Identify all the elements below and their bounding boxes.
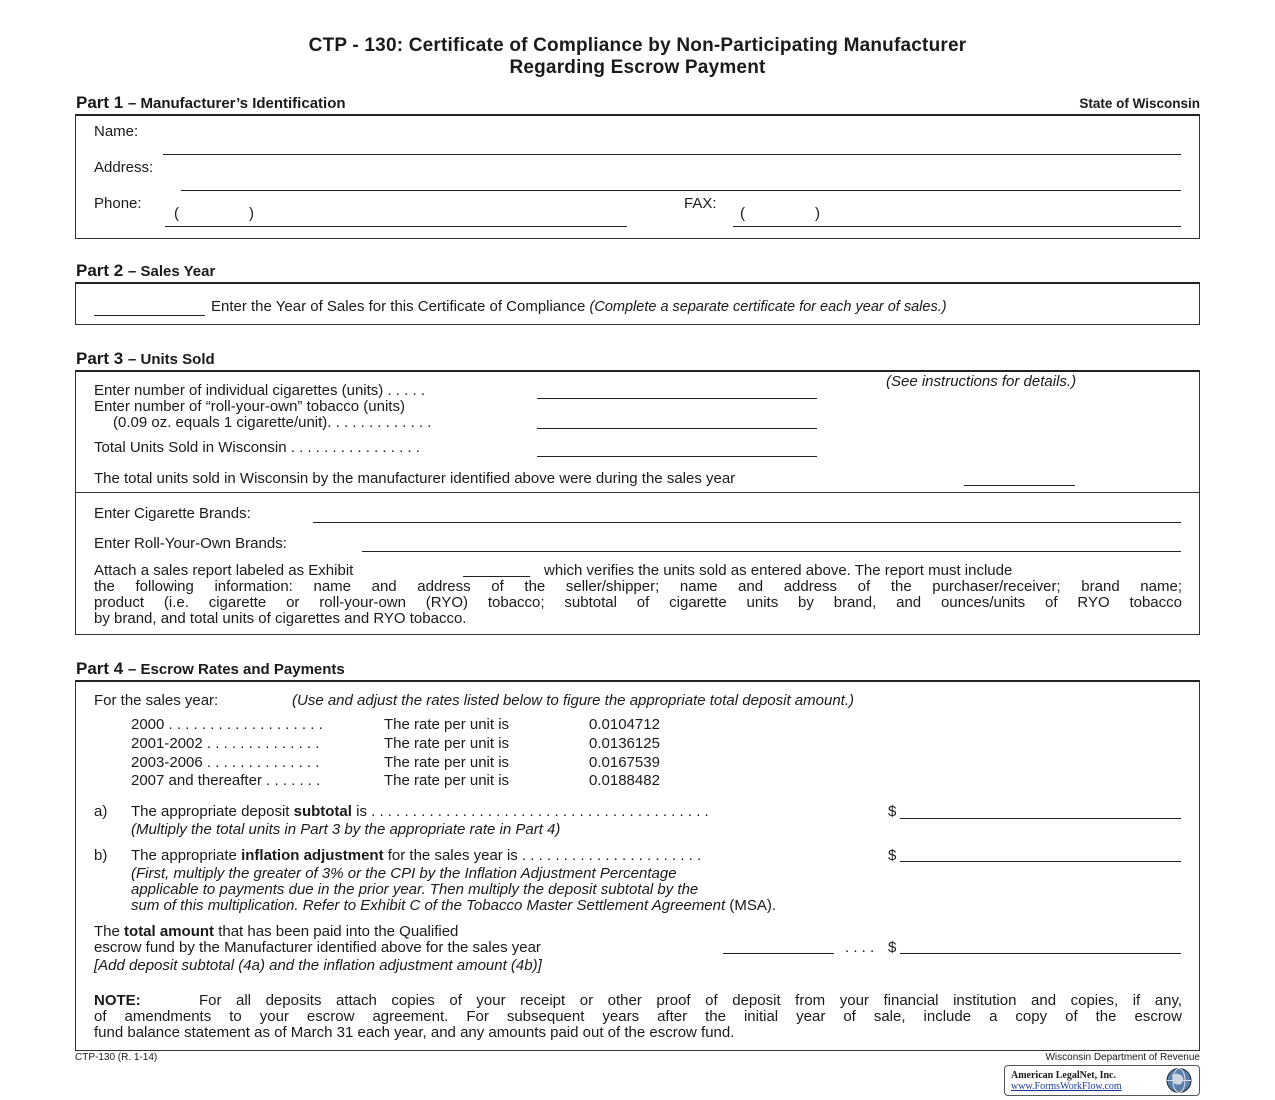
attach-line3: product (i.e. cigarette or roll-your-own (RYO) tobacco; subtotal of cigarette units by brand, and ounces/units of RYO tobacco [94,594,1182,611]
total-line2: escrow fund by the Manufacturer identified above for the sales year [94,939,541,956]
total-dots: . . . . [845,939,875,956]
part3-divider [76,492,1199,493]
during-year-text: The total units sold in Wisconsin by the manufacturer identified above were during the sales year [94,470,736,487]
cigarettes-field[interactable] [537,398,817,399]
attach-line2: the following information: name and address of the seller/shipper; name and address of the purchaser/receiver; brand name; [94,578,1182,595]
fax-paren-open: ( [740,205,745,222]
rate-label: The rate per unit is [384,735,510,752]
part1-box [75,114,1200,239]
part3-instructions: (See instructions for details.) [886,373,1077,390]
ryo-label: Enter number of “roll-your-own” tobacco (units) [94,398,405,415]
item-b-note3: sum of this multiplication. Refer to Exhibit C of the Tobacco Master Settlement Agreement (MSA). [131,897,777,914]
item-b-note1: (First, multiply the greater of 3% or the CPI by the Inflation Adjustment Percentage [131,865,677,882]
sales-year-note: (Use and adjust the rates listed below to figure the appropriate total deposit amount.) [292,692,854,709]
ryo-field[interactable] [537,428,817,429]
rate-value: 0.0136125 [589,735,660,752]
address-label: Address: [94,159,154,176]
logo-name: American LegalNet, Inc. [1011,1070,1116,1081]
note-line2: of amendments to your escrow agreement. For subsequent years after the initial year of sale, include a copy of the escrow [94,1008,1182,1025]
item-a-dollar: $ [888,803,897,820]
rate-label: The rate per unit is [384,716,510,733]
subtotal-field[interactable] [900,818,1181,819]
fax-paren-close: ) [815,205,820,222]
rate-label: The rate per unit is [384,772,510,789]
form-title-line1: CTP - 130: Certificate of Compliance by Non-Participating Manufacturer [308,35,967,56]
fax-label: FAX: [684,195,717,212]
item-a-text: The appropriate deposit subtotal is . . . . . . . . . . . . . . . . . . . . . . . . . . . . . . . . . . . . . . . . . [131,803,709,820]
part1-heading: Part 1 – Manufacturer’s Identification [76,93,346,112]
rate-year: 2007 and thereafter . . . . . . . [131,772,321,789]
ryo-brands-field[interactable] [362,551,1181,552]
phone-field[interactable] [165,226,627,227]
cigarette-brands-label: Enter Cigarette Brands: [94,505,251,522]
note-line3: fund balance statement as of March 31 each year, and any amounts paid out of the escrow fund. [94,1024,735,1041]
attach-line4: by brand, and total units of cigarettes and RYO tobacco. [94,610,467,627]
sales-year-field[interactable] [94,315,205,316]
attach-pre: Attach a sales report labeled as Exhibit [94,562,354,579]
part3-heading: Part 3 – Units Sold [76,349,215,368]
during-year-field[interactable] [964,485,1075,486]
total-text: The total amount that has been paid into the Qualified [94,923,459,940]
ryo-brands-label: Enter Roll-Your-Own Brands: [94,535,287,552]
phone-paren-open: ( [174,205,179,222]
note-line1: NOTE: For all deposits attach copies of your receipt or other proof of deposit from your financial institution and copies, if any, [94,992,1182,1009]
fax-field[interactable] [733,226,1181,227]
phone-paren-close: ) [249,205,254,222]
rate-year: 2001-2002 . . . . . . . . . . . . . . [131,735,320,752]
item-b-note2: applicable to payments due in the prior year. Then multiply the deposit subtotal by the [131,881,699,898]
item-b-letter: b) [94,847,108,864]
address-field[interactable] [181,190,1181,191]
item-a-letter: a) [94,803,108,820]
item-a-note: (Multiply the total units in Part 3 by the appropriate rate in Part 4) [131,821,561,838]
name-label: Name: [94,123,139,140]
total-units-field[interactable] [537,456,817,457]
total-note: [Add deposit subtotal (4a) and the inflation adjustment amount (4b)] [94,957,542,974]
cigarettes-label: Enter number of individual cigarettes (units) . . . . . [94,382,425,399]
name-field[interactable] [163,154,1181,155]
rate-value: 0.0104712 [589,716,660,733]
item-b-dollar: $ [888,847,897,864]
form-number: CTP-130 (R. 1-14) [75,1052,158,1063]
rate-value: 0.0188482 [589,772,660,789]
rate-year: 2003-2006 . . . . . . . . . . . . . . [131,754,320,771]
department-label: Wisconsin Department of Revenue [1045,1052,1200,1063]
logo-url[interactable]: www.FormsWorkFlow.com [1011,1081,1122,1092]
inflation-field[interactable] [900,861,1181,862]
ryo-sub-label: (0.09 oz. equals 1 cigarette/unit). . . . . . . . . . . . . [113,414,432,431]
cigarette-brands-field[interactable] [313,522,1181,523]
part2-heading: Part 2 – Sales Year [76,261,216,280]
total-amount-field[interactable] [900,953,1181,954]
part2-text: Enter the Year of Sales for this Certificate of Compliance (Complete a separate certificate for each year of sales.) [211,298,947,315]
state-label: State of Wisconsin [1079,96,1200,111]
total-units-label: Total Units Sold in Wisconsin . . . . . . . . . . . . . . . . [94,439,420,456]
exhibit-field[interactable] [463,576,530,577]
publisher-logo [1004,1065,1200,1096]
rate-label: The rate per unit is [384,754,510,771]
phone-label: Phone: [94,195,142,212]
rate-year: 2000 . . . . . . . . . . . . . . . . . . . [131,716,323,733]
attach-post: which verifies the units sold as entered above. The report must include [544,562,1013,579]
part4-heading: Part 4 – Escrow Rates and Payments [76,659,345,678]
total-year-field[interactable] [723,953,834,954]
globe-icon [1163,1067,1195,1094]
rate-value: 0.0167539 [589,754,660,771]
form-title-line2: Regarding Escrow Payment [509,57,766,78]
sales-year-label: For the sales year: [94,692,219,709]
item-b-text: The appropriate inflation adjustment for the sales year is . . . . . . . . . . . . . . . . . . . . . . [131,847,702,864]
total-dollar: $ [888,939,897,956]
